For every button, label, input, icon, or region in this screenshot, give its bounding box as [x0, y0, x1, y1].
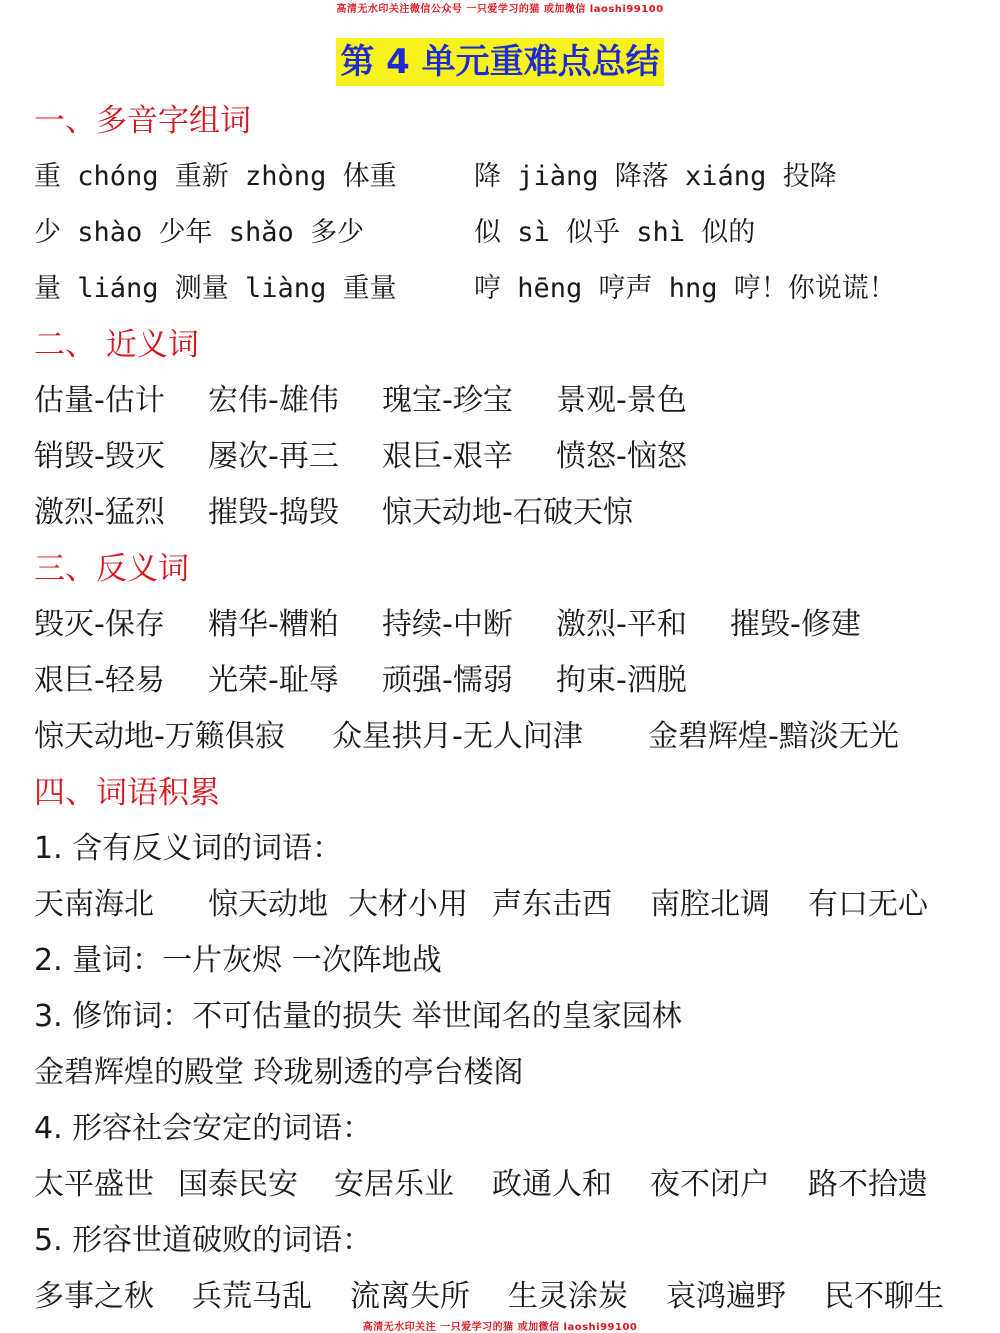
antonym-pair: 顽强-懦弱 [382, 663, 513, 698]
polyphone-chong: 重 chóng 重新 zhòng 体重 [34, 161, 397, 192]
section-heading-antonyms: 三、反义词 [34, 551, 189, 587]
accumulation-heading-2: 2. 量词：一片灰烬 一次阵地战 [34, 943, 442, 978]
polyphone-heng: 哼 hēng 哼声 hng 哼！你说谎！ [474, 273, 896, 304]
antonym-pair: 持续-中断 [382, 607, 513, 642]
antonym-pair: 拘束-洒脱 [556, 663, 687, 698]
synonym-pair: 激烈-猛烈 [34, 495, 165, 530]
synonym-pair: 摧毁-捣毁 [208, 495, 339, 530]
accumulation-heading-4: 4. 形容社会安定的词语： [34, 1111, 373, 1146]
idiom: 国泰民安 [178, 1167, 298, 1202]
idiom: 民不聊生 [824, 1279, 944, 1314]
synonym-pair: 景观-景色 [556, 383, 687, 418]
idiom: 兵荒马乱 [192, 1279, 312, 1314]
idiom: 声东击西 [492, 887, 612, 922]
idiom: 多事之秋 [34, 1279, 154, 1314]
idiom: 南腔北调 [650, 887, 770, 922]
synonym-pair: 宏伟-雄伟 [208, 383, 339, 418]
section-heading-polyphones: 一、多音字组词 [34, 103, 251, 139]
idiom: 安居乐业 [334, 1167, 454, 1202]
accumulation-heading-5: 5. 形容世道破败的词语： [34, 1223, 373, 1258]
synonym-pair: 估量-估计 [34, 383, 165, 418]
antonym-pair: 摧毁-修建 [730, 607, 861, 642]
polyphone-jiang: 降 jiàng 降落 xiáng 投降 [474, 161, 837, 192]
synonym-pair: 屡次-再三 [208, 439, 339, 474]
synonym-pair: 愤怒-恼怒 [556, 439, 687, 474]
idiom: 天南海北 [34, 887, 154, 922]
accumulation-line-3: 金碧辉煌的殿堂 玲珑剔透的亭台楼阁 [34, 1055, 524, 1090]
section-heading-accumulation: 四、词语积累 [34, 775, 220, 811]
synonym-pair: 销毁-毁灭 [34, 439, 165, 474]
antonym-pair: 金碧辉煌-黯淡无光 [648, 719, 899, 754]
idiom: 太平盛世 [34, 1167, 154, 1202]
antonym-pair: 毁灭-保存 [34, 607, 165, 642]
idiom: 哀鸿遍野 [666, 1279, 786, 1314]
polyphone-si: 似 sì 似乎 shì 似的 [474, 217, 756, 248]
accumulation-heading-1: 1. 含有反义词的词语： [34, 831, 343, 866]
antonym-pair: 惊天动地-万籁俱寂 [34, 719, 285, 754]
polyphone-liang: 量 liáng 测量 liàng 重量 [34, 273, 397, 304]
synonym-pair: 艰巨-艰辛 [382, 439, 513, 474]
section-heading-synonyms: 二、 近义词 [34, 327, 199, 363]
idiom: 流离失所 [350, 1279, 470, 1314]
idiom: 政通人和 [492, 1167, 612, 1202]
synonym-pair: 惊天动地-石破天惊 [382, 495, 633, 530]
page-title: 第 4 单元重难点总结 [336, 38, 663, 86]
accumulation-heading-3: 3. 修饰词：不可估量的损失 举世闻名的皇家园林 [34, 999, 682, 1034]
idiom: 大材小用 [348, 887, 468, 922]
watermark-top: 高清无水印关注微信公众号 一只爱学习的猫 或加微信 laoshi99100 [336, 4, 664, 15]
idiom: 生灵涂炭 [508, 1279, 628, 1314]
polyphone-shao: 少 shào 少年 shǎo 多少 [34, 217, 365, 248]
watermark-bottom: 高清无水印关注 一只爱学习的猫 或加微信 laoshi99100 [362, 1322, 638, 1333]
synonym-pair: 瑰宝-珍宝 [382, 383, 513, 418]
antonym-pair: 艰巨-轻易 [34, 663, 165, 698]
idiom: 路不拾遗 [808, 1167, 928, 1202]
idiom: 惊天动地 [208, 887, 328, 922]
antonym-pair: 激烈-平和 [556, 607, 687, 642]
antonym-pair: 众星拱月-无人问津 [332, 719, 583, 754]
idiom: 有口无心 [808, 887, 928, 922]
antonym-pair: 光荣-耻辱 [208, 663, 339, 698]
antonym-pair: 精华-糟粕 [208, 607, 339, 642]
idiom: 夜不闭户 [650, 1167, 770, 1202]
